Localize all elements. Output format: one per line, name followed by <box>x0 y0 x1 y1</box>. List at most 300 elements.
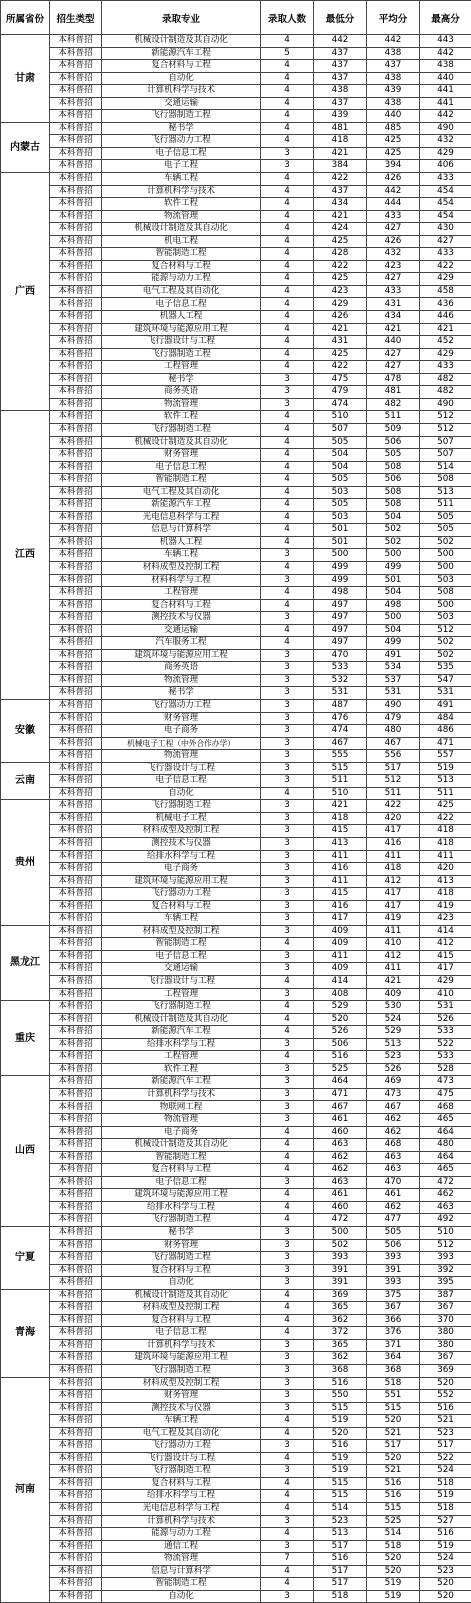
major-cell: 电子工程 <box>102 160 261 173</box>
major-cell: 飞行器制造工程 <box>102 1252 261 1265</box>
avg-score-cell: 467 <box>367 737 420 750</box>
header-max-score: 最高分 <box>420 1 471 35</box>
min-score-cell: 510 <box>314 411 367 424</box>
province-cell: 内蒙古 <box>1 122 50 172</box>
avg-score-cell: 523 <box>367 1051 420 1064</box>
table-row <box>1 147 471 160</box>
major-cell: 物流管理 <box>102 674 261 687</box>
major-cell: 自动化 <box>102 1590 261 1603</box>
min-score-cell: 517 <box>314 1578 367 1591</box>
table-row <box>1 461 471 474</box>
admission-type-cell: 本科普招 <box>50 135 102 148</box>
admission-type-cell: 本科普招 <box>50 875 102 888</box>
count-cell: 3 <box>261 674 314 687</box>
avg-score-cell: 525 <box>367 1515 420 1528</box>
avg-score-cell: 526 <box>367 1063 420 1076</box>
min-score-cell: 362 <box>314 1352 367 1365</box>
max-score-cell: 468 <box>420 1101 471 1114</box>
table-row <box>1 1440 471 1453</box>
table-row <box>1 122 471 135</box>
max-score-cell: 490 <box>420 122 471 135</box>
min-score-cell: 437 <box>314 60 367 73</box>
major-cell: 新能源汽车工程 <box>102 47 261 60</box>
avg-score-cell: 426 <box>367 173 420 186</box>
table-row <box>1 436 471 449</box>
count-cell: 4 <box>261 599 314 612</box>
table-row <box>1 524 471 537</box>
major-cell: 复合材料与工程 <box>102 260 261 273</box>
avg-score-cell: 529 <box>367 1026 420 1039</box>
min-score-cell: 461 <box>314 1189 367 1202</box>
avg-score-cell: 505 <box>367 1226 420 1239</box>
avg-score-cell: 463 <box>367 1164 420 1177</box>
table-row <box>1 1088 471 1101</box>
major-cell: 飞行器制造工程 <box>102 1465 261 1478</box>
avg-score-cell: 419 <box>367 913 420 926</box>
province-cell: 青海 <box>1 1289 50 1377</box>
count-cell: 3 <box>261 373 314 386</box>
admission-type-cell: 本科普招 <box>50 1390 102 1403</box>
major-cell: 复合材料与工程 <box>102 900 261 913</box>
count-cell: 3 <box>261 875 314 888</box>
table-row <box>1 1126 471 1139</box>
min-score-cell: 421 <box>314 323 367 336</box>
count-cell: 4 <box>261 122 314 135</box>
major-cell: 飞行器制造工程 <box>102 800 261 813</box>
min-score-cell: 437 <box>314 72 367 85</box>
table-row <box>1 235 471 248</box>
table-row <box>1 336 471 349</box>
major-cell: 测控技术与仪器 <box>102 838 261 851</box>
major-cell: 秘书学 <box>102 687 261 700</box>
province-cell: 广西 <box>1 173 50 411</box>
count-cell: 3 <box>261 1390 314 1403</box>
count-cell: 3 <box>261 147 314 160</box>
major-cell: 物流管理 <box>102 398 261 411</box>
count-cell: 4 <box>261 1126 314 1139</box>
admission-type-cell: 本科普招 <box>50 72 102 85</box>
max-score-cell: 370 <box>420 1314 471 1327</box>
count-cell: 4 <box>261 198 314 211</box>
max-score-cell: 512 <box>420 423 471 436</box>
min-score-cell: 503 <box>314 486 367 499</box>
table-row <box>1 173 471 186</box>
min-score-cell: 529 <box>314 1001 367 1014</box>
avg-score-cell: 411 <box>367 925 420 938</box>
admission-type-cell: 本科普招 <box>50 950 102 963</box>
table-row <box>1 210 471 223</box>
admission-type-cell: 本科普招 <box>50 1415 102 1428</box>
admission-type-cell: 本科普招 <box>50 1226 102 1239</box>
min-score-cell: 437 <box>314 97 367 110</box>
max-score-cell: 367 <box>420 1302 471 1315</box>
max-score-cell: 432 <box>420 135 471 148</box>
min-score-cell: 431 <box>314 336 367 349</box>
min-score-cell: 515 <box>314 1477 367 1490</box>
min-score-cell: 511 <box>314 775 367 788</box>
major-cell: 商务英语 <box>102 386 261 399</box>
major-cell: 车辆工程 <box>102 913 261 926</box>
admission-type-cell: 本科普招 <box>50 1327 102 1340</box>
avg-score-cell: 418 <box>367 863 420 876</box>
max-score-cell: 413 <box>420 875 471 888</box>
admission-type-cell: 本科普招 <box>50 285 102 298</box>
max-score-cell: 512 <box>420 1239 471 1252</box>
admission-type-cell: 本科普招 <box>50 1377 102 1390</box>
count-cell: 4 <box>261 1051 314 1064</box>
table-row <box>1 1289 471 1302</box>
count-cell: 4 <box>261 1415 314 1428</box>
count-cell: 4 <box>261 72 314 85</box>
admission-type-cell: 本科普招 <box>50 311 102 324</box>
avg-score-cell: 537 <box>367 674 420 687</box>
major-cell: 车辆工程 <box>102 549 261 562</box>
table-row <box>1 712 471 725</box>
max-score-cell: 516 <box>420 1528 471 1541</box>
table-row <box>1 348 471 361</box>
table-row <box>1 737 471 750</box>
admission-type-cell: 本科普招 <box>50 35 102 48</box>
count-cell: 4 <box>261 273 314 286</box>
avg-score-cell: 504 <box>367 511 420 524</box>
major-cell: 秘书学 <box>102 373 261 386</box>
avg-score-cell: 516 <box>367 1490 420 1503</box>
admission-type-cell: 本科普招 <box>50 825 102 838</box>
table-row <box>1 135 471 148</box>
admission-type-cell: 本科普招 <box>50 762 102 775</box>
table-row <box>1 938 471 951</box>
header-admission-type: 招生类型 <box>50 1 102 35</box>
count-cell: 4 <box>261 1013 314 1026</box>
max-score-cell: 441 <box>420 85 471 98</box>
max-score-cell: 392 <box>420 1264 471 1277</box>
major-cell: 测控技术与仪器 <box>102 1402 261 1415</box>
admission-type-cell: 本科普招 <box>50 561 102 574</box>
max-score-cell: 492 <box>420 1214 471 1227</box>
max-score-cell: 464 <box>420 1126 471 1139</box>
avg-score-cell: 393 <box>367 1277 420 1290</box>
max-score-cell: 465 <box>420 1164 471 1177</box>
avg-score-cell: 462 <box>367 1201 420 1214</box>
table-row <box>1 637 471 650</box>
count-cell: 3 <box>261 1440 314 1453</box>
admission-type-cell: 本科普招 <box>50 1264 102 1277</box>
min-score-cell: 526 <box>314 1026 367 1039</box>
min-score-cell: 415 <box>314 825 367 838</box>
admission-type-cell: 本科普招 <box>50 97 102 110</box>
min-score-cell: 499 <box>314 561 367 574</box>
count-cell: 3 <box>261 1339 314 1352</box>
avg-score-cell: 499 <box>367 561 420 574</box>
min-score-cell: 497 <box>314 599 367 612</box>
table-row <box>1 1327 471 1340</box>
table-row <box>1 1214 471 1227</box>
avg-score-cell: 485 <box>367 122 420 135</box>
count-cell: 4 <box>261 1214 314 1227</box>
admission-type-cell: 本科普招 <box>50 536 102 549</box>
major-cell: 计算机科学与技术 <box>102 1515 261 1528</box>
admission-type-cell: 本科普招 <box>50 587 102 600</box>
count-cell: 3 <box>261 825 314 838</box>
count-cell: 4 <box>261 1427 314 1440</box>
major-cell: 电子信息工程 <box>102 950 261 963</box>
avg-score-cell: 499 <box>367 637 420 650</box>
table-row <box>1 449 471 462</box>
max-score-cell: 423 <box>420 913 471 926</box>
min-score-cell: 365 <box>314 1339 367 1352</box>
admission-type-cell: 本科普招 <box>50 1528 102 1541</box>
avg-score-cell: 462 <box>367 1126 420 1139</box>
major-cell: 能源与动力工程 <box>102 1528 261 1541</box>
min-score-cell: 426 <box>314 311 367 324</box>
major-cell: 电子信息工程 <box>102 298 261 311</box>
max-score-cell: 473 <box>420 1076 471 1089</box>
table-row <box>1 1252 471 1265</box>
min-score-cell: 408 <box>314 988 367 1001</box>
max-score-cell: 443 <box>420 35 471 48</box>
min-score-cell: 518 <box>314 1590 367 1603</box>
admission-type-cell: 本科普招 <box>50 298 102 311</box>
province-cell: 河南 <box>1 1377 50 1603</box>
avg-score-cell: 482 <box>367 398 420 411</box>
count-cell: 3 <box>261 900 314 913</box>
table-row <box>1 1026 471 1039</box>
admission-type-cell: 本科普招 <box>50 737 102 750</box>
admission-type-cell: 本科普招 <box>50 1164 102 1177</box>
max-score-cell: 475 <box>420 1088 471 1101</box>
table-row <box>1 549 471 562</box>
max-score-cell: 395 <box>420 1277 471 1290</box>
table-row <box>1 976 471 989</box>
admission-type-cell: 本科普招 <box>50 1101 102 1114</box>
min-score-cell: 533 <box>314 662 367 675</box>
major-cell: 机械电子工程（中外合作办学） <box>102 737 261 750</box>
count-cell: 3 <box>261 925 314 938</box>
count-cell: 4 <box>261 223 314 236</box>
avg-score-cell: 376 <box>367 1327 420 1340</box>
avg-score-cell: 444 <box>367 198 420 211</box>
table-row <box>1 988 471 1001</box>
count-cell: 4 <box>261 1302 314 1315</box>
avg-score-cell: 511 <box>367 411 420 424</box>
table-row <box>1 863 471 876</box>
avg-score-cell: 477 <box>367 1214 420 1227</box>
max-score-cell: 533 <box>420 1051 471 1064</box>
min-score-cell: 425 <box>314 348 367 361</box>
admission-type-cell: 本科普招 <box>50 1001 102 1014</box>
admission-type-cell: 本科普招 <box>50 699 102 712</box>
avg-score-cell: 417 <box>367 900 420 913</box>
table-row <box>1 1226 471 1239</box>
min-score-cell: 507 <box>314 423 367 436</box>
table-row <box>1 1114 471 1127</box>
max-score-cell: 482 <box>420 386 471 399</box>
admission-type-cell: 本科普招 <box>50 1026 102 1039</box>
table-row <box>1 1139 471 1152</box>
admission-type-cell: 本科普招 <box>50 863 102 876</box>
min-score-cell: 425 <box>314 235 367 248</box>
max-score-cell: 429 <box>420 976 471 989</box>
count-cell: 3 <box>261 1038 314 1051</box>
count-cell: 3 <box>261 1590 314 1603</box>
min-score-cell: 531 <box>314 687 367 700</box>
major-cell: 建筑环境与能源应用工程 <box>102 323 261 336</box>
province-cell: 江西 <box>1 411 50 700</box>
table-row <box>1 398 471 411</box>
avg-score-cell: 438 <box>367 72 420 85</box>
avg-score-cell: 426 <box>367 235 420 248</box>
avg-score-cell: 410 <box>367 938 420 951</box>
province-cell: 贵州 <box>1 800 50 925</box>
admission-type-cell: 本科普招 <box>50 1038 102 1051</box>
max-score-cell: 522 <box>420 1038 471 1051</box>
admission-type-cell: 本科普招 <box>50 386 102 399</box>
avg-score-cell: 516 <box>367 1477 420 1490</box>
avg-score-cell: 515 <box>367 1402 420 1415</box>
major-cell: 电子商务 <box>102 1126 261 1139</box>
avg-score-cell: 433 <box>367 285 420 298</box>
min-score-cell: 520 <box>314 1427 367 1440</box>
min-score-cell: 532 <box>314 674 367 687</box>
admission-type-cell: 本科普招 <box>50 637 102 650</box>
admission-type-cell: 本科普招 <box>50 1502 102 1515</box>
count-cell: 4 <box>261 561 314 574</box>
min-score-cell: 411 <box>314 950 367 963</box>
avg-score-cell: 506 <box>367 1239 420 1252</box>
max-score-cell: 524 <box>420 1553 471 1566</box>
admission-type-cell: 本科普招 <box>50 1427 102 1440</box>
avg-score-cell: 513 <box>367 1038 420 1051</box>
max-score-cell: 520 <box>420 1578 471 1591</box>
avg-score-cell: 432 <box>367 248 420 261</box>
major-cell: 飞行器动力工程 <box>102 1440 261 1453</box>
count-cell: 4 <box>261 1452 314 1465</box>
max-score-cell: 446 <box>420 311 471 324</box>
admission-type-cell: 本科普招 <box>50 988 102 1001</box>
count-cell: 3 <box>261 838 314 851</box>
admission-type-cell: 本科普招 <box>50 712 102 725</box>
count-cell: 3 <box>261 762 314 775</box>
min-score-cell: 460 <box>314 1201 367 1214</box>
min-score-cell: 429 <box>314 298 367 311</box>
avg-score-cell: 505 <box>367 449 420 462</box>
major-cell: 电气工程及其自动化 <box>102 285 261 298</box>
table-row <box>1 1189 471 1202</box>
major-cell: 材料成型及控制工程 <box>102 825 261 838</box>
table-row <box>1 1578 471 1591</box>
avg-score-cell: 427 <box>367 273 420 286</box>
max-score-cell: 393 <box>420 1252 471 1265</box>
min-score-cell: 515 <box>314 762 367 775</box>
count-cell: 4 <box>261 1502 314 1515</box>
table-row <box>1 474 471 487</box>
max-score-cell: 463 <box>420 1201 471 1214</box>
max-score-cell: 557 <box>420 750 471 763</box>
max-score-cell: 452 <box>420 336 471 349</box>
admission-type-cell: 本科普招 <box>50 649 102 662</box>
major-cell: 智能制造工程 <box>102 248 261 261</box>
admission-type-cell: 本科普招 <box>50 173 102 186</box>
major-cell: 智能制造工程 <box>102 938 261 951</box>
table-row <box>1 486 471 499</box>
avg-score-cell: 366 <box>367 1314 420 1327</box>
admission-type-cell: 本科普招 <box>50 1214 102 1227</box>
max-score-cell: 512 <box>420 411 471 424</box>
count-cell: 4 <box>261 1528 314 1541</box>
admission-type-cell: 本科普招 <box>50 1490 102 1503</box>
table-row <box>1 1314 471 1327</box>
major-cell: 交通运输 <box>102 963 261 976</box>
admission-type-cell: 本科普招 <box>50 449 102 462</box>
admission-type-cell: 本科普招 <box>50 1076 102 1089</box>
min-score-cell: 474 <box>314 725 367 738</box>
table-row <box>1 1390 471 1403</box>
max-score-cell: 480 <box>420 1139 471 1152</box>
major-cell: 复合材料与工程 <box>102 1164 261 1177</box>
major-cell: 计算机科学与技术 <box>102 1088 261 1101</box>
avg-score-cell: 463 <box>367 1151 420 1164</box>
max-score-cell: 415 <box>420 950 471 963</box>
count-cell: 3 <box>261 549 314 562</box>
major-cell: 机电工程 <box>102 235 261 248</box>
avg-score-cell: 412 <box>367 950 420 963</box>
admission-type-cell: 本科普招 <box>50 812 102 825</box>
min-score-cell: 475 <box>314 373 367 386</box>
admission-type-cell: 本科普招 <box>50 1063 102 1076</box>
count-cell: 3 <box>261 888 314 901</box>
max-score-cell: 367 <box>420 1352 471 1365</box>
max-score-cell: 503 <box>420 612 471 625</box>
table-row <box>1 900 471 913</box>
table-row <box>1 800 471 813</box>
major-cell: 复合材料与工程 <box>102 60 261 73</box>
max-score-cell: 519 <box>420 762 471 775</box>
table-row <box>1 825 471 838</box>
max-score-cell: 482 <box>420 373 471 386</box>
max-score-cell: 380 <box>420 1339 471 1352</box>
admission-type-cell: 本科普招 <box>50 210 102 223</box>
min-score-cell: 462 <box>314 1164 367 1177</box>
min-score-cell: 365 <box>314 1302 367 1315</box>
max-score-cell: 505 <box>420 524 471 537</box>
count-cell: 4 <box>261 235 314 248</box>
table-row <box>1 223 471 236</box>
max-score-cell: 442 <box>420 110 471 123</box>
table-row <box>1 624 471 637</box>
avg-score-cell: 519 <box>367 1590 420 1603</box>
count-cell: 3 <box>261 1352 314 1365</box>
table-row <box>1 750 471 763</box>
max-score-cell: 517 <box>420 1440 471 1453</box>
major-cell: 自动化 <box>102 72 261 85</box>
avg-score-cell: 427 <box>367 348 420 361</box>
avg-score-cell: 367 <box>367 1302 420 1315</box>
count-cell: 3 <box>261 750 314 763</box>
major-cell: 飞行器制造工程 <box>102 1364 261 1377</box>
max-score-cell: 512 <box>420 624 471 637</box>
admission-type-cell: 本科普招 <box>50 1151 102 1164</box>
min-score-cell: 500 <box>314 549 367 562</box>
table-row <box>1 273 471 286</box>
max-score-cell: 438 <box>420 60 471 73</box>
table-row <box>1 361 471 374</box>
admission-type-cell: 本科普招 <box>50 787 102 800</box>
count-cell: 4 <box>261 173 314 186</box>
min-score-cell: 391 <box>314 1277 367 1290</box>
max-score-cell: 519 <box>420 1490 471 1503</box>
avg-score-cell: 500 <box>367 612 420 625</box>
major-cell: 财务管理 <box>102 1239 261 1252</box>
